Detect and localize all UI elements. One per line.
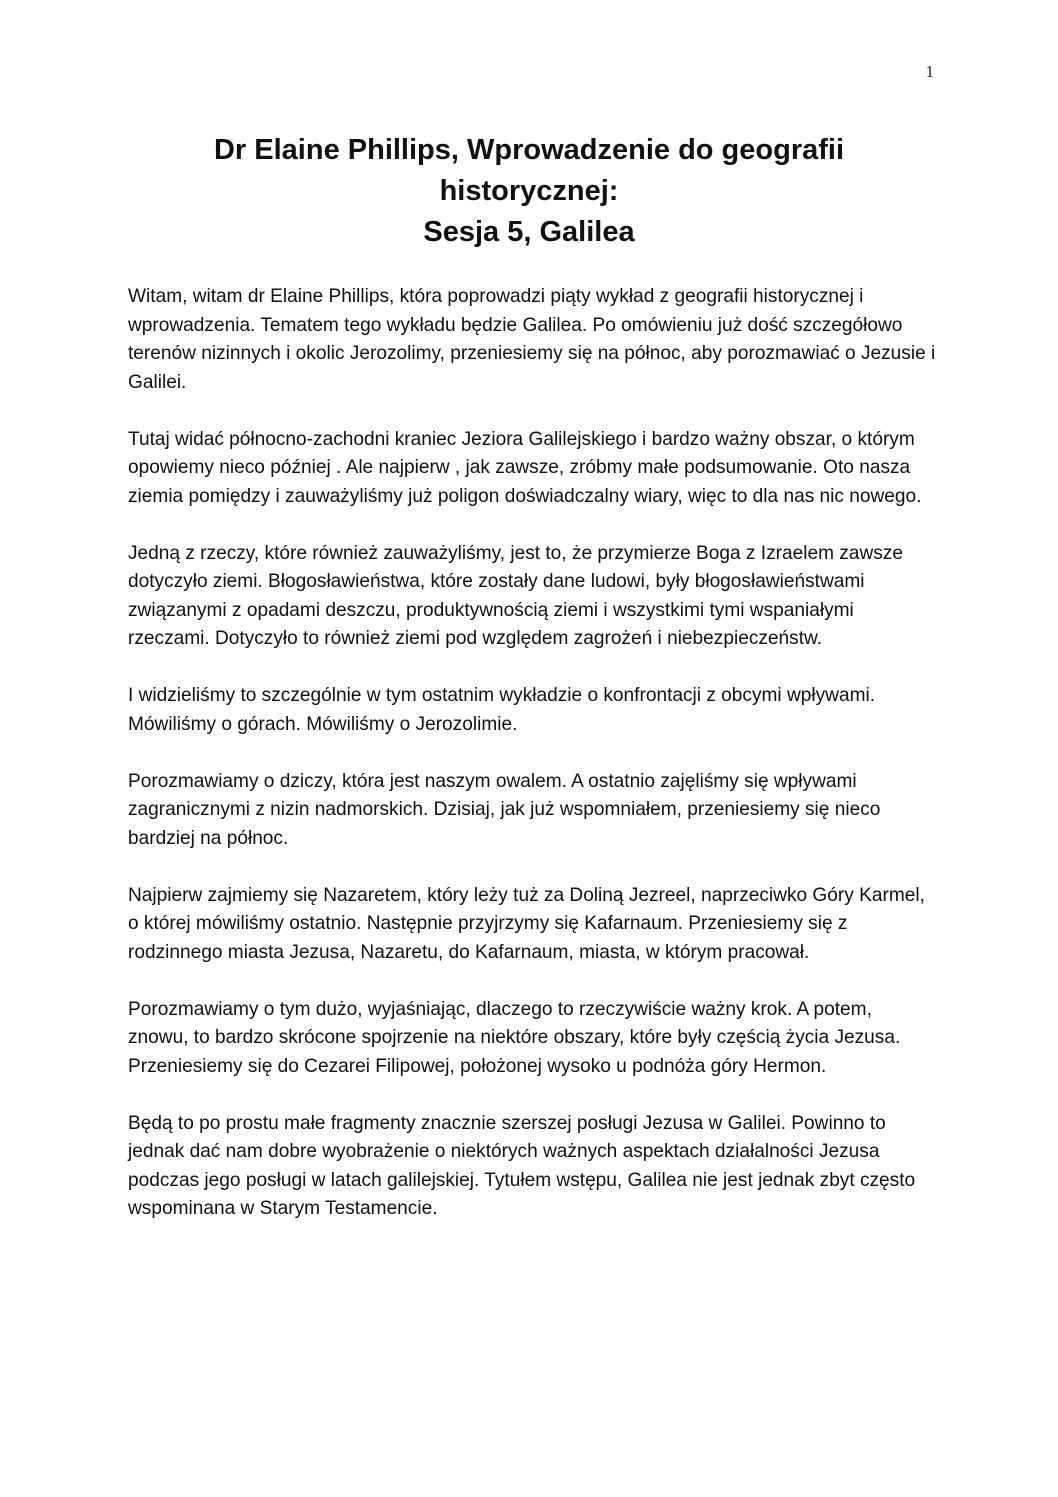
paragraph: I widzieliśmy to szczególnie w tym ostatnim wykładzie o konfrontacji z obcymi wpływami. Mówiliśmy o górach. Mówiliśmy o Jerozolimie. bbox=[128, 685, 876, 735]
title-line-1: Dr Elaine Phillips, Wprowadzenie do geografii bbox=[213, 134, 845, 166]
document-body bbox=[128, 283, 936, 1252]
paragraph: Tutaj widać północno-zachodni kraniec Jeziora Galilejskiego i bardzo ważny obszar, o którym opowiemy nieco później . Ale najpierw , jak zawsze, zróbmy małe podsumowanie. Oto nasza ziemia pomiędzy i zauważyliśmy już poligon doświadczalny wiary, więc to dla nas nic nowego. bbox=[128, 428, 922, 507]
title-line-3: Sesja 5, Galilea bbox=[423, 216, 635, 248]
document-title bbox=[0, 130, 1058, 253]
paragraph: Porozmawiamy o dziczy, która jest naszym owalem. A ostatnio zajęliśmy się wpływami zagranicznymi z nizin nadmorskich. Dzisiaj, jak już wspomniałem, przeniesiemy się nieco bardziej na północ. bbox=[128, 770, 881, 849]
paragraph: Jedną z rzeczy, które również zauważyliśmy, jest to, że przymierze Boga z Izraelem zawsze dotyczyło ziemi. Błogosławieństwa, które zostały dane ludowi, były błogosławieństwami związanymi z opadami deszczu, produktywnością ziemi i wszystkimi tymi wspaniałymi rzeczami. Dotyczyło to również ziemi pod względem zagrożeń i niebezpieczeństw. bbox=[128, 542, 903, 649]
page-number: 1 bbox=[925, 62, 934, 81]
paragraph: Najpierw zajmiemy się Nazaretem, który leży tuż za Doliną Jezreel, naprzeciwko Góry Karmel, o której mówiliśmy ostatnio. Następnie przyjrzymy się Kafarnaum. Przeniesiemy się z rodzinnego miasta Jezusa, Nazaretu, do Kafarnaum, miasta, w którym pracował. bbox=[128, 884, 925, 963]
paragraph: Porozmawiamy o tym dużo, wyjaśniając, dlaczego to rzeczywiście ważny krok. A potem, znowu, to bardzo skrócone spojrzenie na niektóre obszary, które były częścią życia Jezusa. Przeniesiemy się do Cezarei Filipowej, położonej wysoko u podnóża góry Hermon. bbox=[128, 998, 901, 1077]
paragraph: Witam, witam dr Elaine Phillips, która poprowadzi piąty wykład z geografii historycznej i wprowadzenia. Tematem tego wykładu będzie Galilea. Po omówieniu już dość szczegółowo terenów nizinnych i okolic Jerozolimy, przeniesiemy się na północ, aby porozmawiać o Jezusie i Galilei. bbox=[128, 286, 936, 393]
title-line-2: historycznej: bbox=[439, 175, 619, 207]
paragraph: Będą to po prostu małe fragmenty znacznie szerszej posługi Jezusa w Galilei. Powinno to jednak dać nam dobre wyobrażenie o niektórych ważnych aspektach działalności Jezusa podczas jego posługi w latach galilejskiej. Tytułem wstępu, Galilea nie jest jednak zbyt często wspominana w Starym Testamencie. bbox=[128, 1112, 916, 1219]
